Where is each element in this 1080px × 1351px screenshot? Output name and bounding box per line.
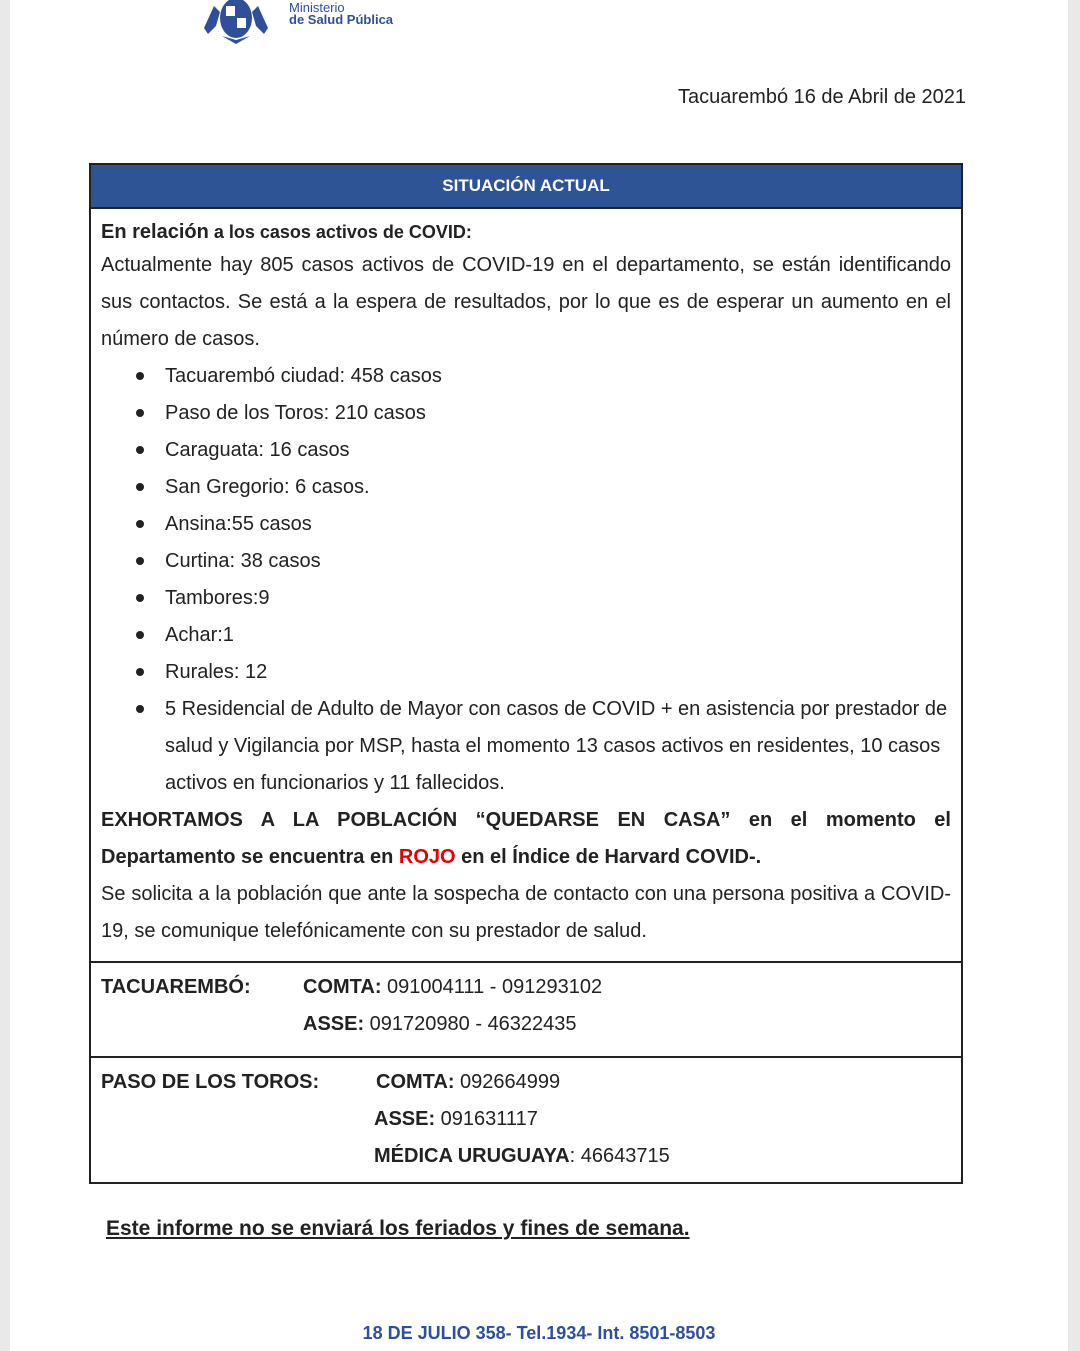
- list-item: 5 Residencial de Adulto de Mayor con casos de COVID + en asistencia por prestador de salud y Vigilancia por MSP, hasta el momento 13 casos activos en residentes, 10 casos activos en funcionarios y 11 fallecidos.: [165, 691, 951, 802]
- asse-label: ASSE:: [374, 1108, 436, 1130]
- list-item: Ansina:55 casos: [165, 506, 951, 543]
- situation-title: SITUACIÓN ACTUAL: [91, 165, 961, 209]
- tacuarembo-asse: [303, 1006, 577, 1043]
- asse-label: ASSE:: [303, 1013, 365, 1035]
- exhort-red-word: ROJO: [398, 846, 456, 868]
- footer-note: Este informe no se enviará los feriados y fines de semana.: [106, 1217, 690, 1240]
- request-paragraph: Se solicita a la población que ante la sospecha de contacto con una persona positiva a COVID-19, se comunique telefónicamente con su prestador de salud.: [101, 883, 951, 942]
- paso-comta: [376, 1064, 560, 1101]
- document-page: [10, 0, 1068, 1351]
- comta-phones: 091004111 - 091293102: [381, 976, 603, 998]
- asse-phones: 091720980 - 46322435: [364, 1013, 577, 1035]
- ministry-line2: de Salud Pública: [289, 12, 394, 27]
- headline-big: En relación: [101, 221, 209, 243]
- list-item: Rurales: 12: [165, 654, 951, 691]
- ministry-line1: Ministerio: [289, 0, 345, 15]
- asse-phones: 091631117: [435, 1108, 538, 1130]
- tacuarembo-comta: [303, 969, 602, 1006]
- intro-paragraph: Actualmente hay 805 casos activos de COVID-19 en el departamento, se están identificando sus contactos. Se está a la espera de resultados, por lo que es de esperar un aumento en el número de casos.: [101, 254, 951, 350]
- list-item: Curtina: 38 casos: [165, 543, 951, 580]
- paso-medica: [374, 1138, 670, 1175]
- ministry-name: [289, 2, 393, 26]
- comta-label: COMTA:: [376, 1071, 455, 1093]
- tacuarembo-contacts: [91, 961, 961, 1056]
- footer-address: 18 DE JULIO 358- Tel.1934- Int. 8501-8503: [362, 1323, 716, 1343]
- uruguay-coat-of-arms-logo: [196, 0, 276, 44]
- comta-label: COMTA:: [303, 976, 382, 998]
- paso-contacts: [91, 1056, 961, 1184]
- active-cases-section: [91, 209, 961, 961]
- cases-list: [101, 358, 951, 802]
- situation-box: [89, 163, 963, 1184]
- comta-phones: 092664999: [454, 1071, 561, 1093]
- list-item: San Gregorio: 6 casos.: [165, 469, 951, 506]
- list-item: Caraguata: 16 casos: [165, 432, 951, 469]
- list-item: Paso de los Toros: 210 casos: [165, 395, 951, 432]
- medica-label: MÉDICA URUGUAYA: [374, 1145, 570, 1167]
- paso-label: PASO DE LOS TOROS:: [101, 1071, 320, 1093]
- list-item: Tambores:9: [165, 580, 951, 617]
- paso-asse: [374, 1101, 538, 1138]
- document-date: Tacuarembó 16 de Abril de 2021: [678, 86, 966, 108]
- active-cases-headline: [101, 217, 951, 247]
- exhort-text-2: en el Índice de Harvard COVID-.: [455, 846, 762, 868]
- list-item: Achar:1: [165, 617, 951, 654]
- exhort-paragraph: [101, 802, 951, 876]
- exhort-text-1: EXHORTAMOS A LA POBLACIÓN “QUEDARSE EN CASA” en el momento el Departamento se encuentra en: [101, 809, 951, 868]
- list-item: Tacuarembó ciudad: 458 casos: [165, 358, 951, 395]
- medica-phone: : 46643715: [569, 1145, 670, 1167]
- tacuarembo-label: TACUAREMBÓ:: [101, 976, 251, 998]
- headline-rest: a los casos activos de COVID:: [208, 222, 472, 242]
